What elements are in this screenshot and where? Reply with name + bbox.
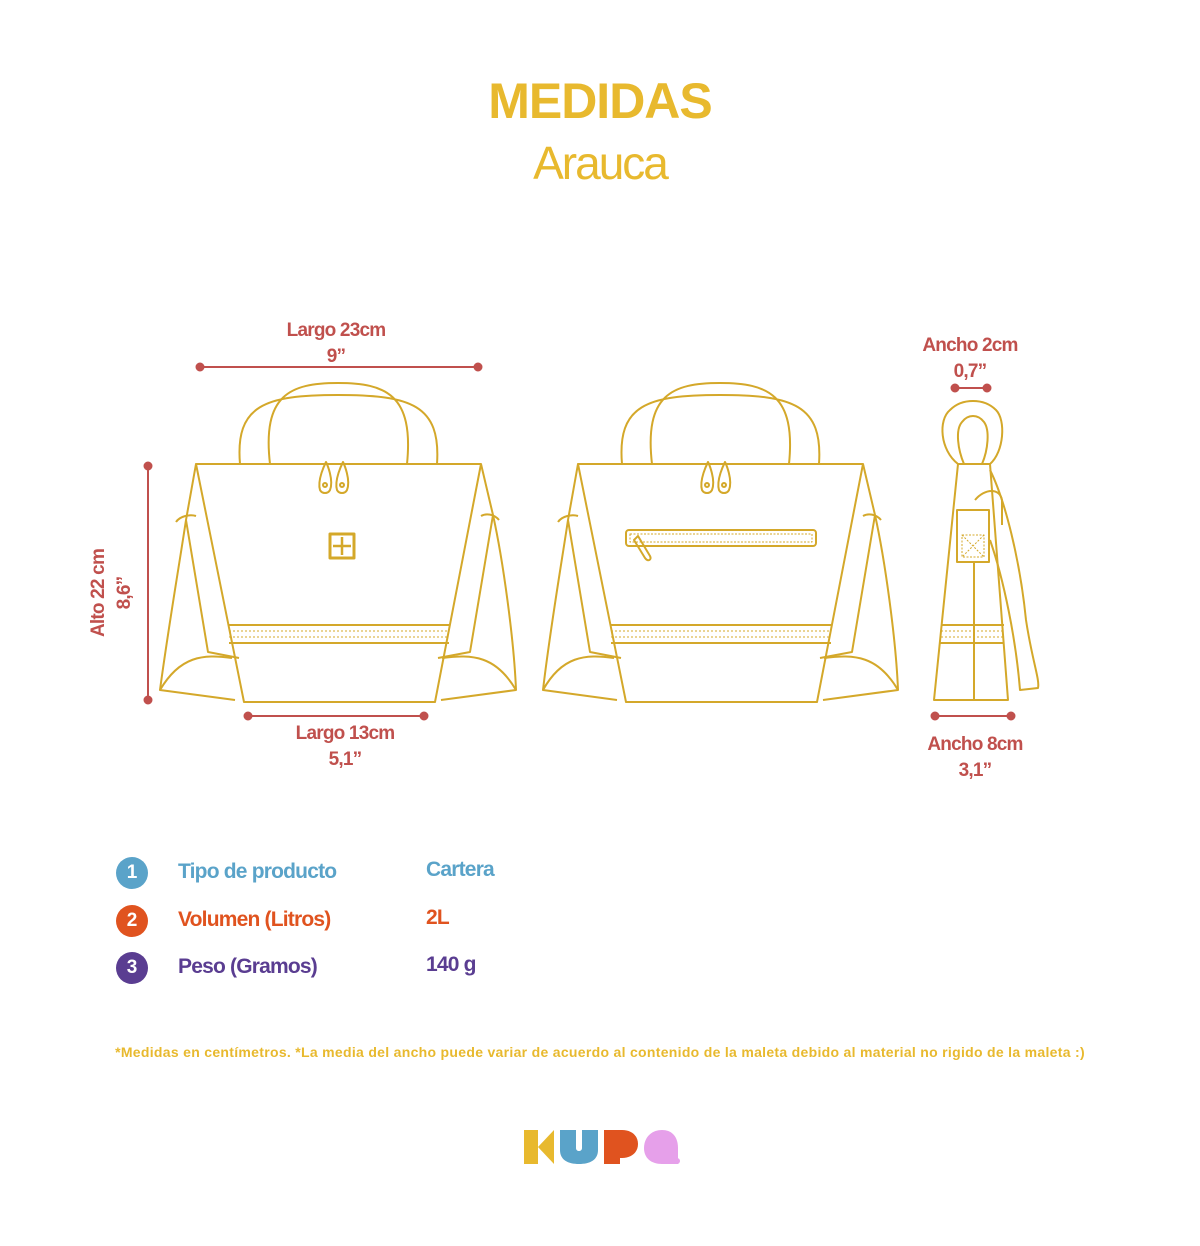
kupa-logo: [522, 1128, 682, 1168]
dimension-largo-bottom: [245, 721, 445, 773]
side-view: [934, 401, 1038, 700]
dimension-largo-top-in: 9”: [326, 346, 346, 367]
back-view: [543, 383, 898, 702]
spec-row-weight: [116, 952, 816, 986]
spec-number-badge: 3: [116, 952, 148, 984]
spec-value: 2L: [426, 906, 449, 929]
dimension-ancho-bottom: [875, 732, 1075, 784]
dimension-largo-top: [236, 318, 436, 370]
dimension-largo-bottom-in: 5,1”: [328, 749, 362, 770]
dimension-ancho-top-cm: Ancho 2cm: [922, 335, 1018, 356]
product-name: Arauca: [533, 137, 667, 189]
spec-number-badge: 2: [116, 905, 148, 937]
kupa-logo-k: [524, 1130, 554, 1164]
dimension-ancho-top: [870, 333, 1070, 385]
dimension-ancho-bottom-in: 3,1”: [958, 760, 992, 781]
dimension-largo-bottom-cm: Largo 13cm: [295, 723, 395, 744]
dimension-alto-cm: Alto 22 cm: [88, 548, 109, 638]
kupa-logo-dot: [674, 1158, 680, 1164]
spec-row-volume: [116, 905, 816, 939]
spec-label: Tipo de producto: [178, 860, 337, 883]
dimension-lines: [145, 364, 1015, 720]
spec-value: 140 g: [426, 953, 476, 976]
kupa-logo-p: [604, 1130, 638, 1164]
dimension-alto-in: 8,6”: [114, 576, 135, 610]
spec-number-badge: 1: [116, 857, 148, 889]
spec-label: Volumen (Litros): [178, 908, 331, 931]
kupa-logo-a: [644, 1130, 678, 1164]
spec-row-product-type: [116, 857, 816, 891]
page-title: MEDIDAS: [488, 73, 712, 129]
dimension-ancho-bottom-cm: Ancho 8cm: [927, 734, 1023, 755]
spec-value: Cartera: [426, 858, 494, 881]
dimension-largo-top-cm: Largo 23cm: [286, 320, 386, 341]
dimension-ancho-top-in: 0,7”: [953, 361, 987, 382]
front-view: [160, 383, 516, 702]
kupa-logo-u: [560, 1130, 598, 1164]
spec-label: Peso (Gramos): [178, 955, 317, 978]
footnote: *Medidas en centímetros. *La media del ancho puede variar de acuerdo al contenido de la maleta debido al material no rigido de la maleta :): [115, 1044, 1085, 1060]
